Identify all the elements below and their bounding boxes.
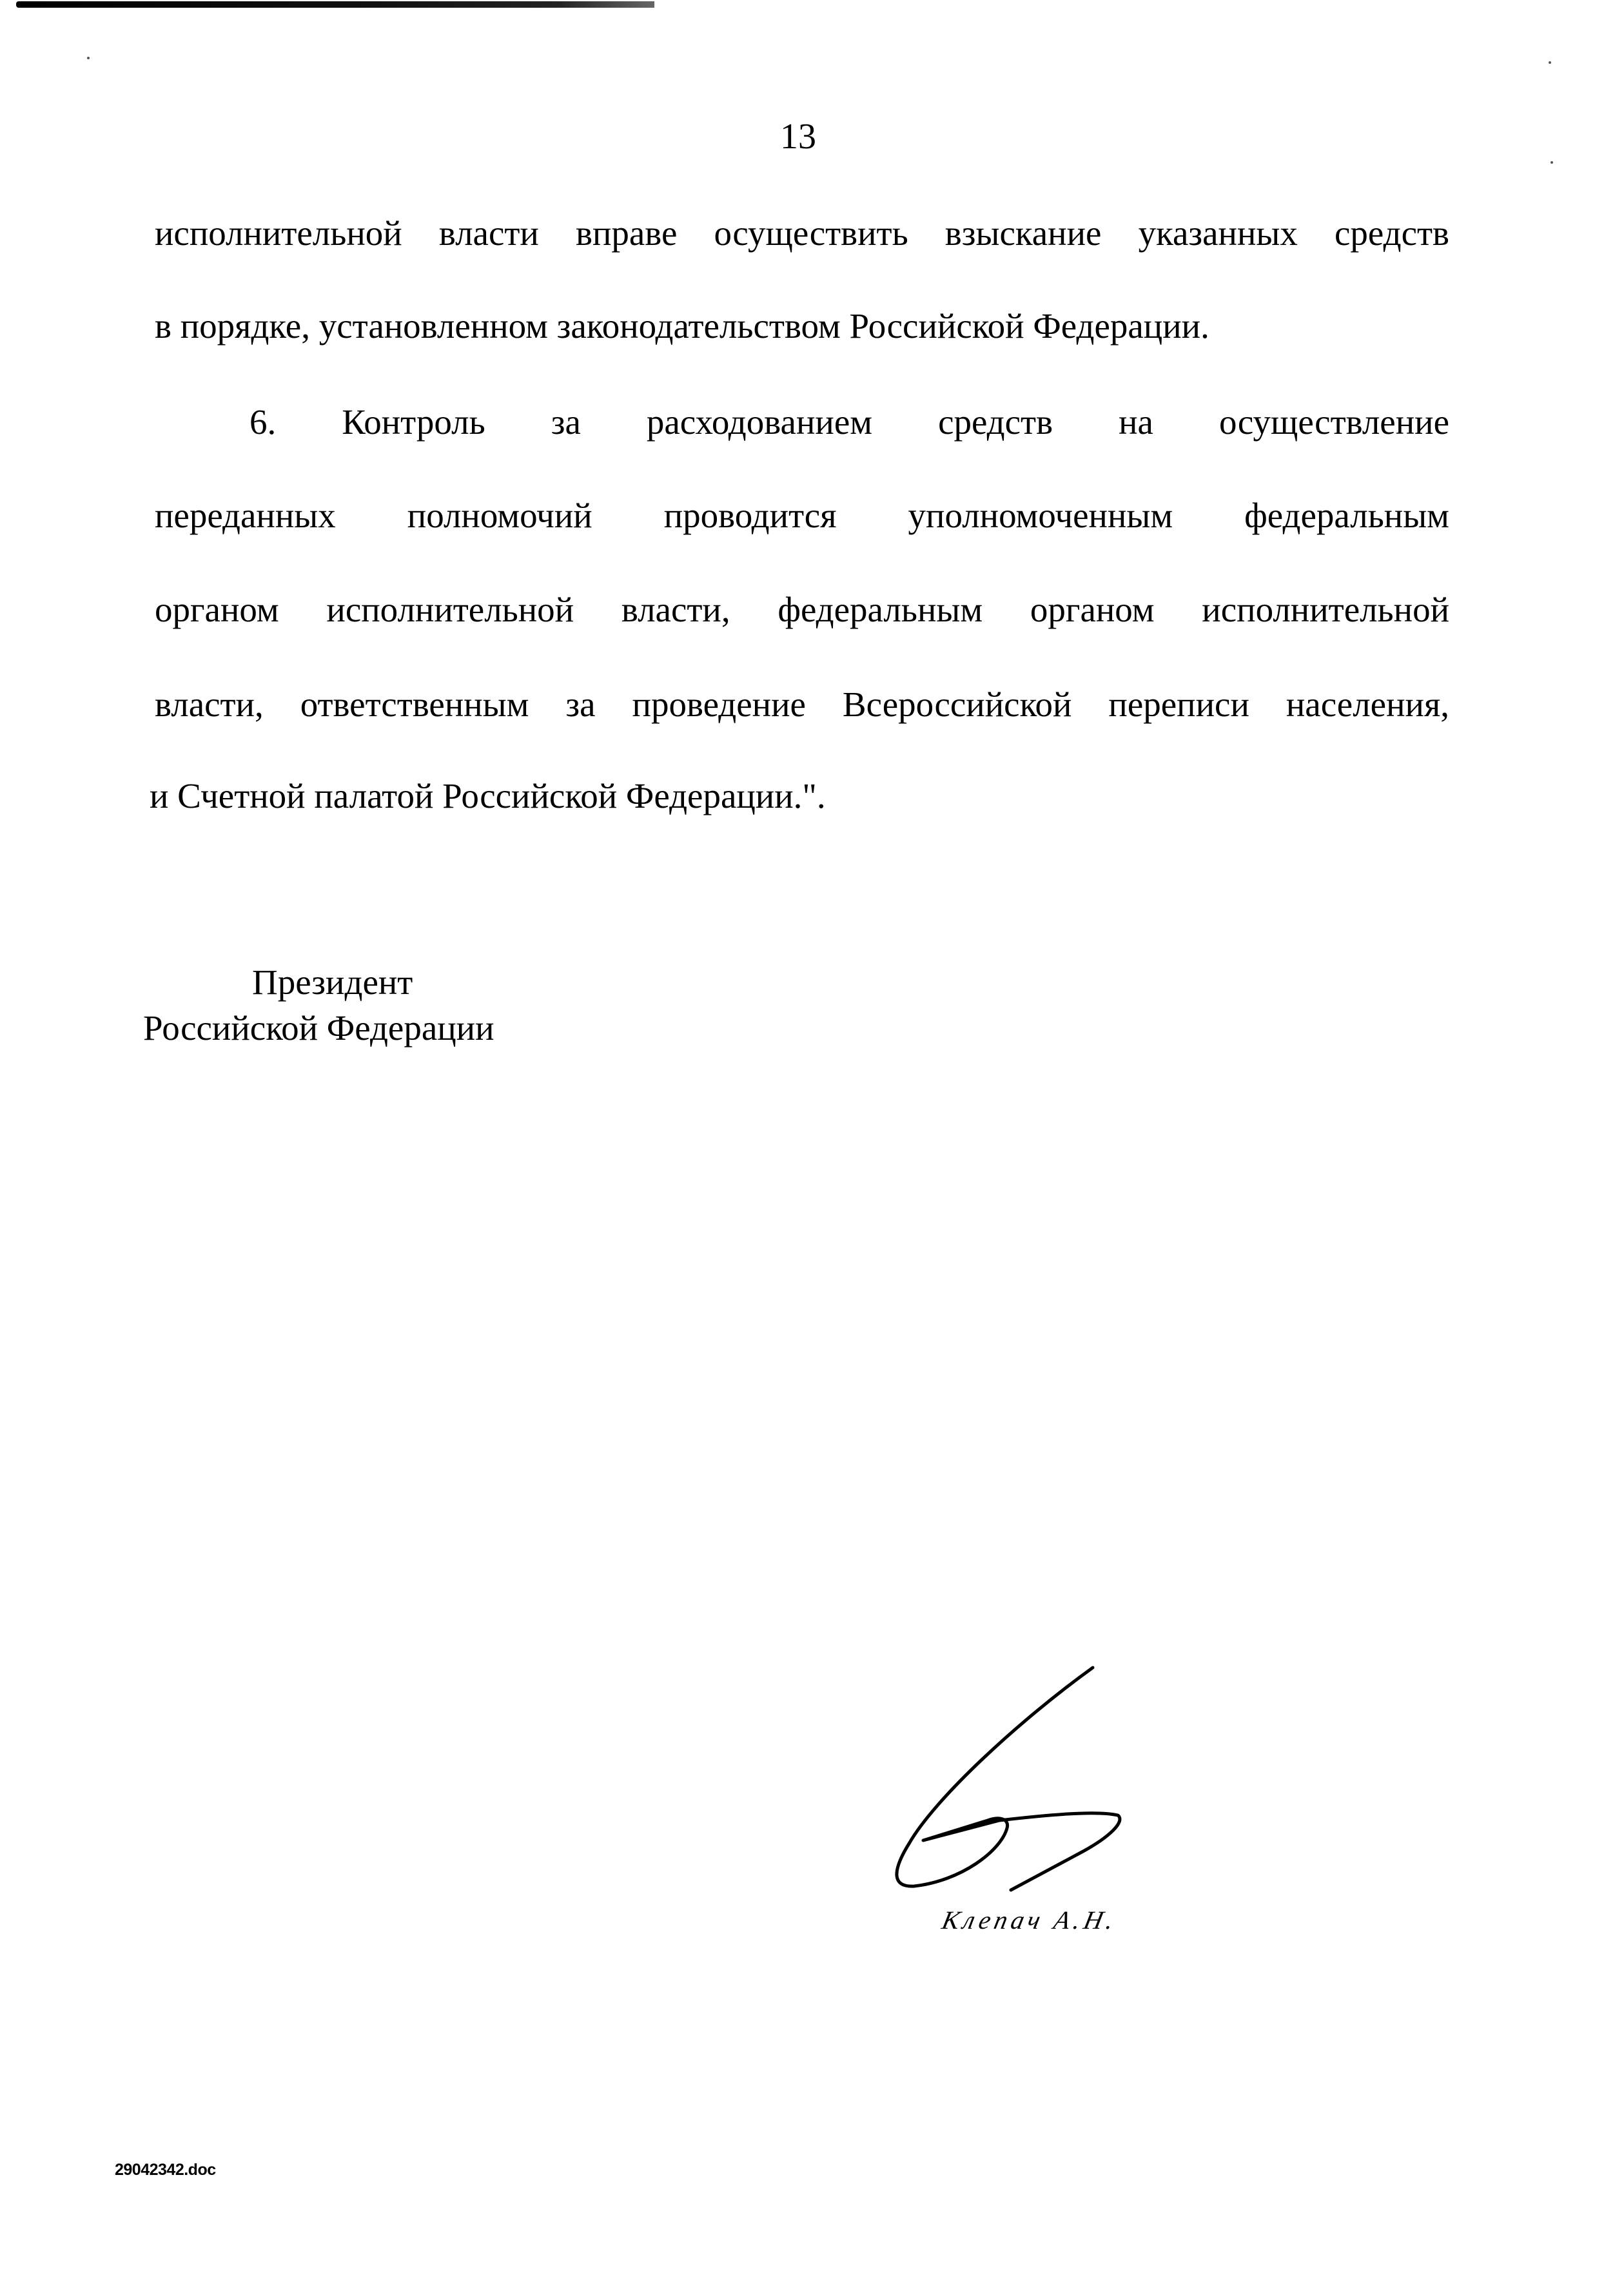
body-line: и Счетной палатой Российской Федерации.". bbox=[150, 776, 826, 815]
body-line: переданных полномочий проводится уполномоченным федеральным bbox=[155, 496, 1449, 535]
paragraph-6-start: 6. Контроль за расходованием средств на осуществление bbox=[249, 402, 1449, 442]
scan-speck bbox=[1551, 161, 1553, 164]
signatory-title: Президент bbox=[252, 962, 413, 1002]
body-line: органом исполнительной власти, федеральным органом исполнительной bbox=[155, 590, 1449, 629]
scan-edge-mark bbox=[16, 1, 654, 8]
scan-speck bbox=[1549, 61, 1551, 64]
body-line: исполнительной власти вправе осуществить взыскание указанных средств bbox=[155, 213, 1449, 253]
footer-filename: 29042342.doc bbox=[115, 2161, 216, 2179]
signatory-country: Российской Федерации bbox=[143, 1008, 494, 1048]
page-number: 13 bbox=[780, 117, 816, 157]
body-line: власти, ответственным за проведение Всероссийской переписи населения, bbox=[155, 685, 1449, 724]
body-line: в порядке, установленном законодательством Российской Федерации. bbox=[155, 306, 1209, 346]
scan-speck bbox=[87, 57, 90, 59]
handwritten-name: Клепач А.Н. bbox=[939, 1905, 1120, 1935]
signature-stroke bbox=[897, 1668, 1120, 1890]
